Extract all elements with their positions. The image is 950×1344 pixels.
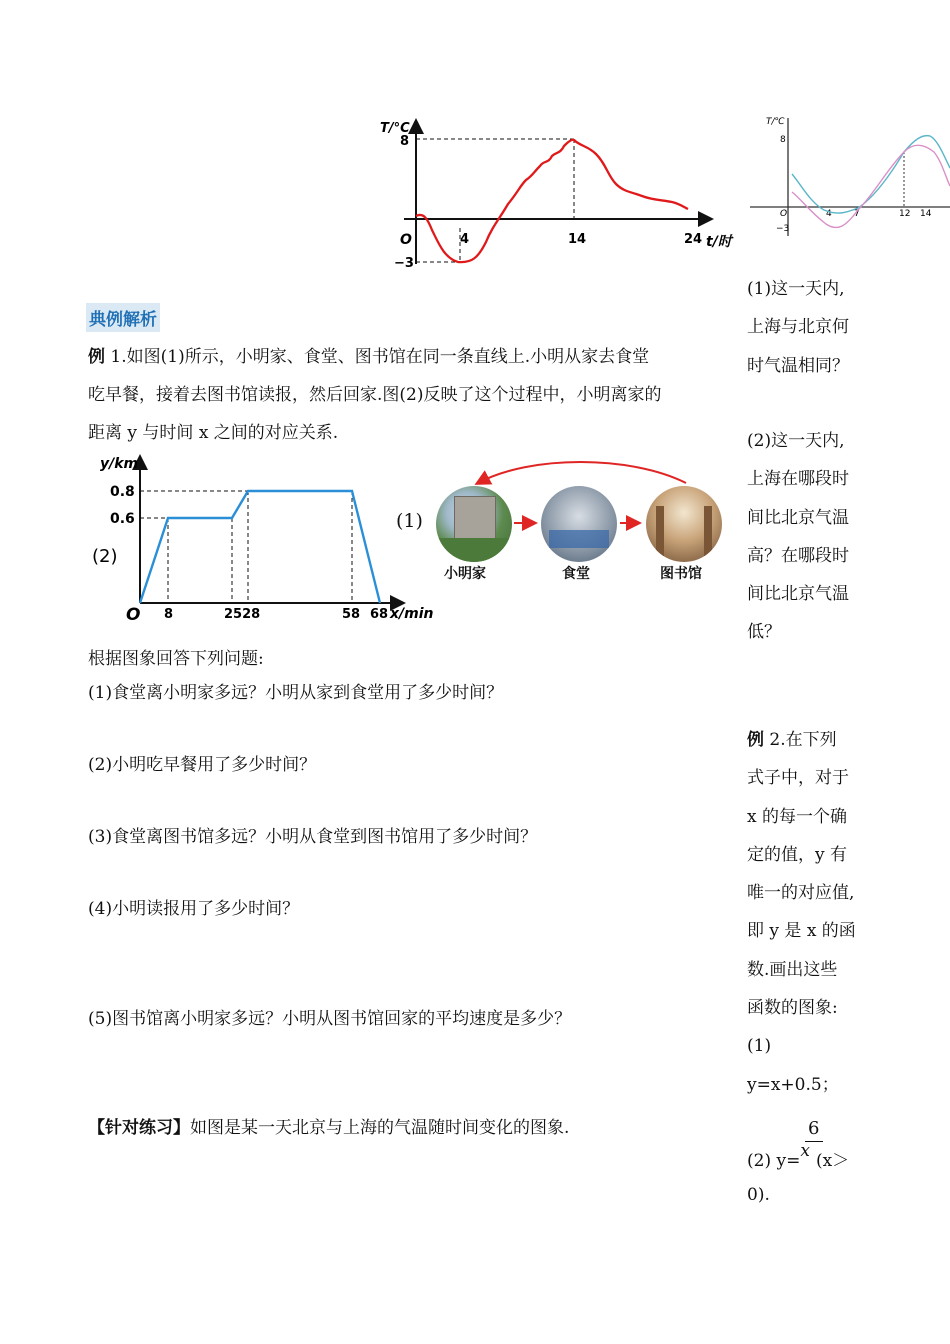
side-q1-line: (1)这一天内, bbox=[747, 279, 845, 299]
question-4: (4)小明读报用了多少时间？ bbox=[88, 899, 300, 919]
example2-label: 例 bbox=[747, 730, 764, 750]
question-1: (1)食堂离小明家多远？小明从家到食堂用了多少时间？ bbox=[88, 683, 504, 703]
example1-line-1 bbox=[88, 342, 649, 367]
home-photo bbox=[436, 486, 512, 562]
return-arrow bbox=[478, 462, 686, 483]
example2-line: 唯一的对应值, bbox=[747, 883, 855, 904]
library-photo bbox=[646, 486, 722, 562]
graph2-y-tick-08: 0.8 bbox=[110, 484, 135, 500]
example2-line: 定的值，y 有 bbox=[747, 844, 848, 865]
example2-line: 函数的图象: bbox=[747, 998, 838, 1019]
place-label-home: 小明家 bbox=[444, 566, 486, 582]
side-question-2 bbox=[747, 422, 865, 652]
example2-line: x 的每一个确 bbox=[747, 806, 847, 827]
example2-q2-line bbox=[747, 1141, 850, 1171]
example1-label: 例 bbox=[88, 347, 105, 367]
place-label-canteen: 食堂 bbox=[562, 566, 590, 582]
q2-prefix: (2) y= bbox=[747, 1151, 801, 1171]
graph2-label: (2) bbox=[92, 546, 118, 567]
temperature-chart bbox=[368, 112, 740, 272]
side-q2-line: 低？ bbox=[747, 622, 781, 643]
graph2-x-tick-58: 58 bbox=[342, 607, 361, 622]
mini-y-tick-neg3: −3 bbox=[776, 224, 790, 234]
side-question-1 bbox=[747, 270, 865, 385]
mini-y-tick-8: 8 bbox=[780, 135, 786, 145]
temperature-curve bbox=[416, 140, 688, 262]
y-axis-label: T/°C bbox=[380, 121, 410, 136]
example2-line: 数.画出这些 bbox=[747, 959, 838, 980]
mini-x-tick-7: 7 bbox=[854, 209, 860, 219]
mini-origin: O bbox=[780, 209, 788, 219]
canteen-photo bbox=[541, 486, 617, 562]
question-3: (3)食堂离图书馆多远？小明从食堂到图书馆用了多少时间？ bbox=[88, 827, 538, 847]
example2-line: y=x+0.5； bbox=[747, 1074, 839, 1095]
fraction-numerator: 6 bbox=[808, 1118, 820, 1139]
example1-text-1: 1.如图(1)所示，小明家、食堂、图书馆在同一条直线上.小明从家去食堂 bbox=[105, 347, 650, 367]
figure1-label: (1) bbox=[396, 510, 423, 532]
side-q2-line: 上海在哪段时 bbox=[747, 469, 849, 490]
place-label-library: 图书馆 bbox=[660, 566, 702, 582]
graph2-line bbox=[140, 491, 380, 603]
x-tick-24: 24 bbox=[684, 232, 703, 247]
practice-line bbox=[88, 1113, 569, 1138]
example2-line: (1) bbox=[747, 1036, 772, 1057]
q2-suffix: (x＞ bbox=[815, 1151, 850, 1171]
side-q2-line: 间比北京气温 bbox=[747, 507, 849, 528]
graph2-x-axis-label: x/min bbox=[390, 606, 434, 622]
mini-x-tick-12: 12 bbox=[899, 209, 911, 219]
example2-block bbox=[747, 721, 865, 1104]
graph2-x-tick-68: 68 bbox=[370, 607, 389, 622]
graph2-x-tick-8: 8 bbox=[164, 607, 174, 622]
side-q1-line: 时气温相同？ bbox=[747, 355, 849, 376]
beijing-shanghai-temp-chart bbox=[746, 112, 950, 242]
prompt-text: 根据图象回答下列问题: bbox=[88, 649, 264, 669]
x-tick-4: 4 bbox=[460, 232, 470, 247]
fraction-denominator: x bbox=[800, 1141, 810, 1161]
graph2-origin: O bbox=[126, 605, 141, 625]
example2-line: 式子中，对于 bbox=[747, 768, 849, 789]
question-2: (2)小明吃早餐用了多少时间？ bbox=[88, 755, 317, 775]
x-tick-14: 14 bbox=[568, 232, 587, 247]
example2-line: 例 2.在下列 bbox=[747, 730, 837, 750]
distance-time-graph bbox=[86, 450, 442, 625]
example1-line-3: 距离 y 与时间 x 之间的对应关系. bbox=[88, 423, 339, 443]
question-5: (5)图书馆离小明家多远？小明从图书馆回家的平均速度是多少？ bbox=[88, 1009, 572, 1029]
mini-x-tick-14: 14 bbox=[920, 209, 932, 219]
section-tag: 典例解析 bbox=[86, 303, 160, 332]
mini-x-tick-4: 4 bbox=[826, 209, 832, 219]
mini-y-axis-label: T/℃ bbox=[766, 117, 785, 127]
graph2-x-tick-2528: 2528 bbox=[224, 607, 261, 622]
origin-label: O bbox=[400, 232, 412, 248]
side-q2-line: (2)这一天内, bbox=[747, 431, 845, 451]
example2-line: 即 y 是 x 的函 bbox=[747, 921, 856, 942]
practice-text: 如图是某一天北京与上海的气温随时间变化的图象. bbox=[190, 1118, 570, 1138]
y-tick-neg3: −3 bbox=[394, 256, 414, 271]
side-q2-line: 高？在哪段时 bbox=[747, 545, 849, 566]
example1-line-2: 吃早餐，接着去图书馆读报，然后回家.图(2)反映了这个过程中，小明离家的 bbox=[88, 385, 662, 405]
graph2-y-axis-label: y/km bbox=[100, 456, 139, 472]
side-q2-line: 间比北京气温 bbox=[747, 584, 849, 605]
side-q1-line: 上海与北京何 bbox=[747, 317, 849, 338]
graph2-y-tick-06: 0.6 bbox=[110, 511, 135, 527]
x-axis-label: t/时 bbox=[706, 234, 732, 250]
example2-q2-tail: 0). bbox=[747, 1185, 770, 1205]
y-tick-8: 8 bbox=[400, 134, 410, 149]
practice-label: 【针对练习】 bbox=[88, 1118, 190, 1138]
